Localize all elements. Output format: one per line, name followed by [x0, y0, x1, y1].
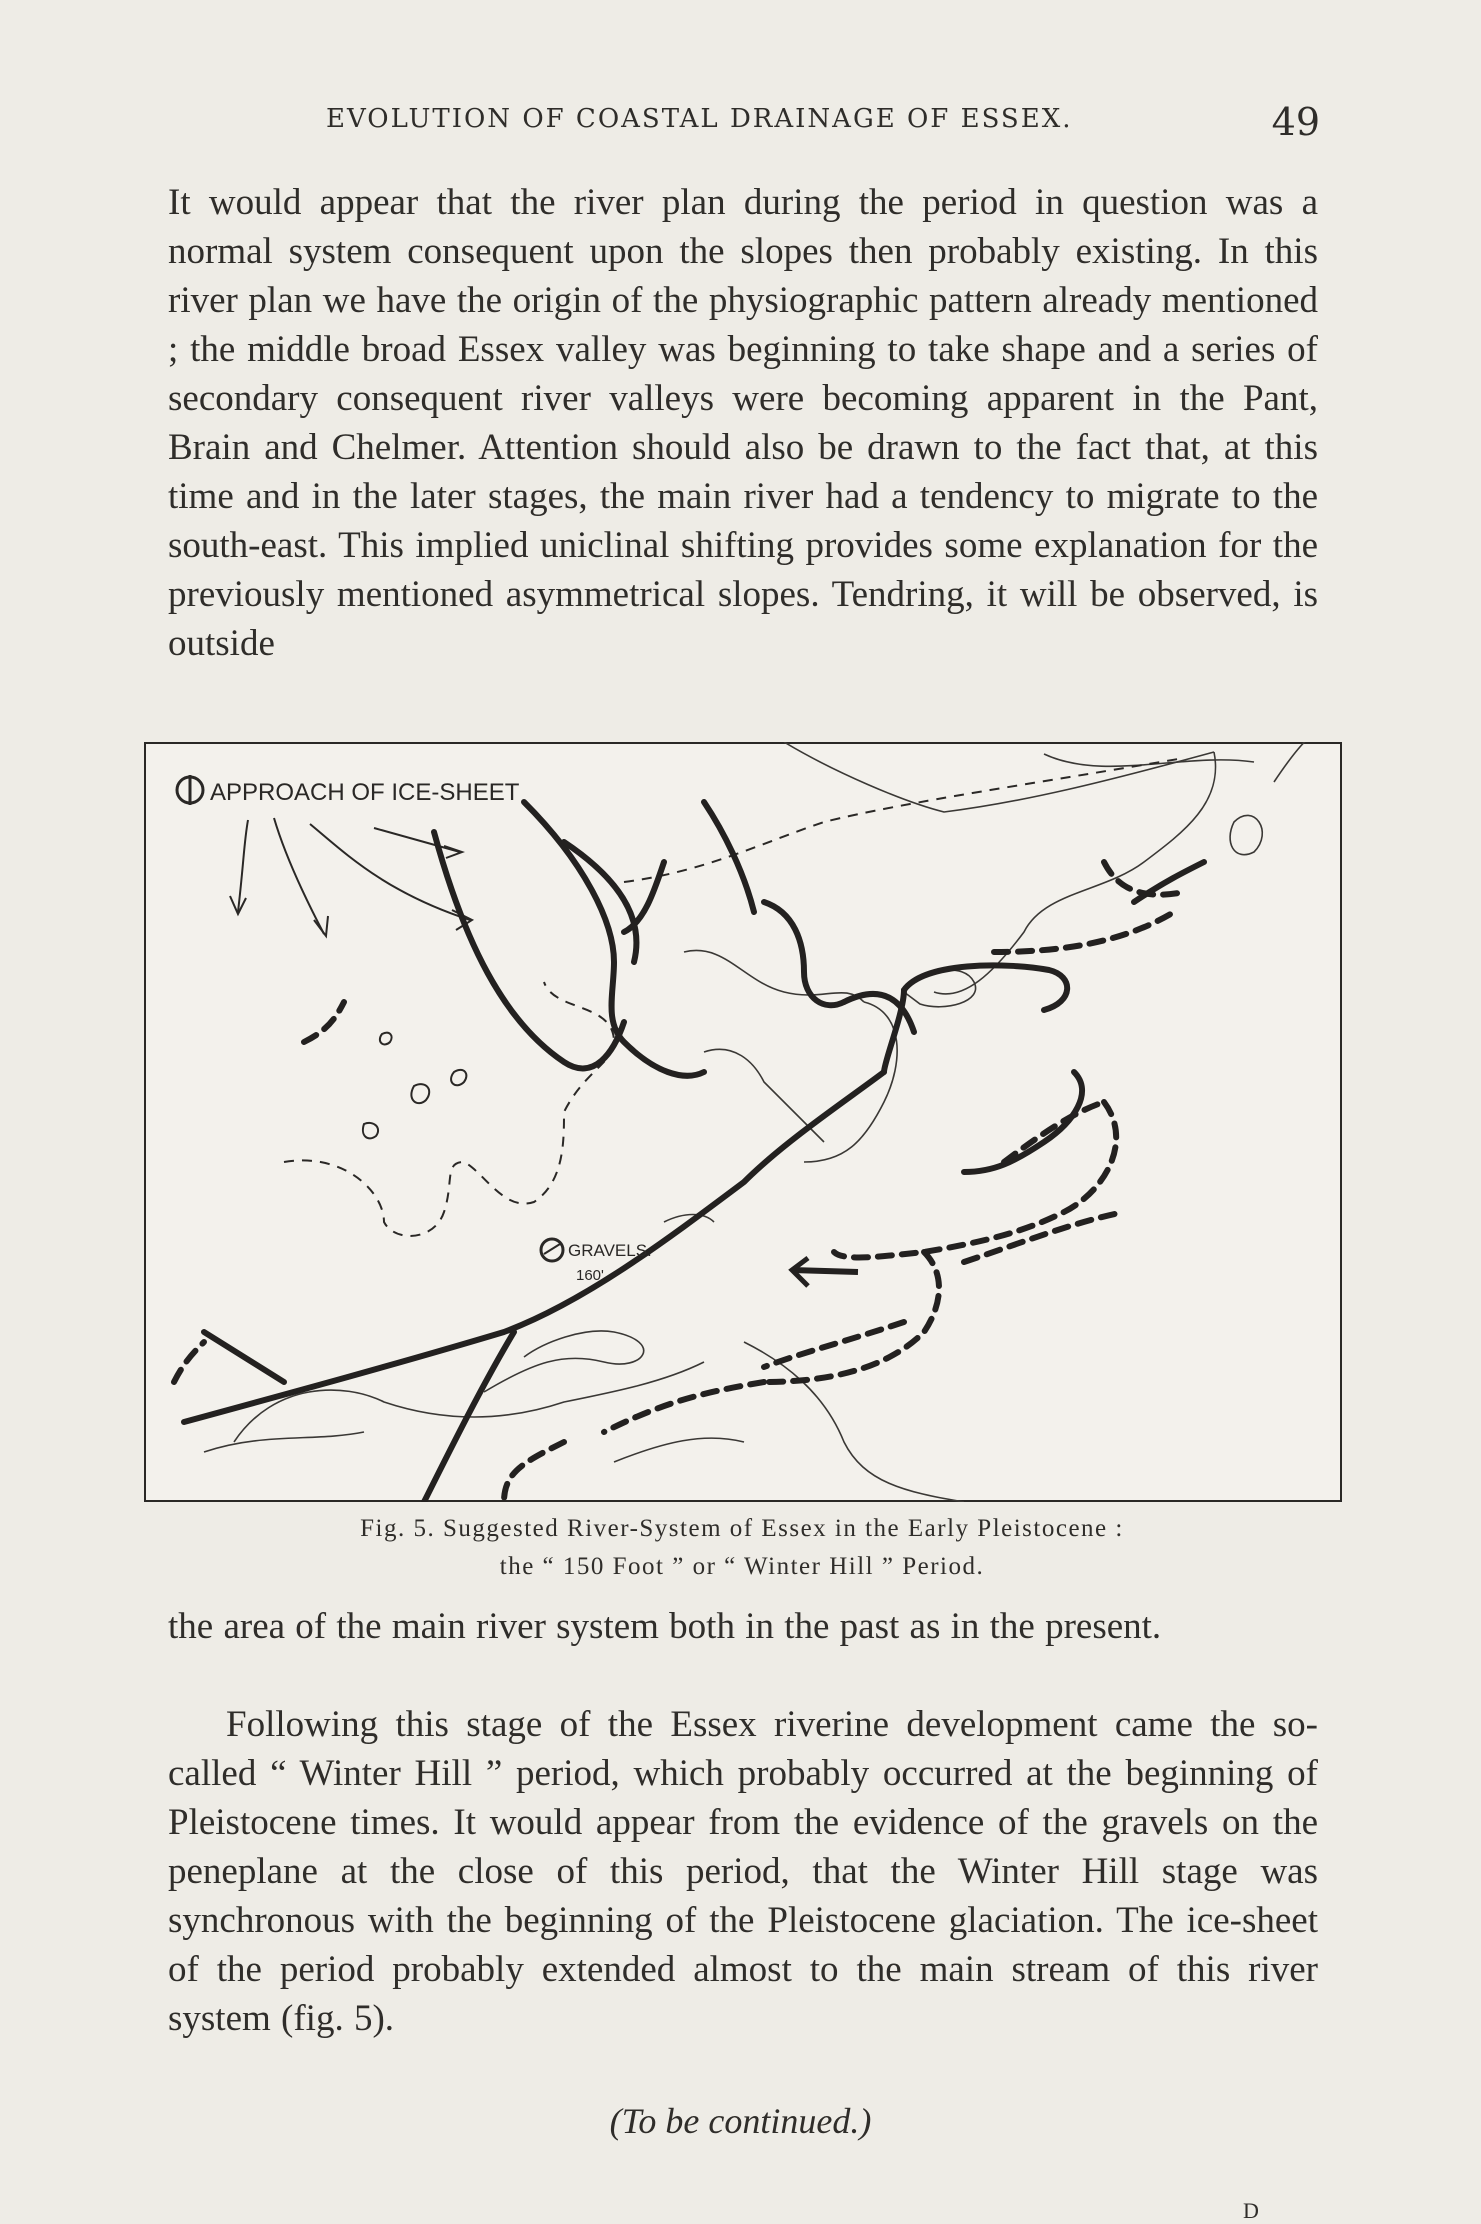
paragraph-3: [168, 1700, 1318, 2043]
page-number: 49: [1271, 100, 1320, 144]
paragraph-2-text: the area of the main river system both in the past as in the present.: [168, 1606, 1162, 1647]
map-frame: [144, 742, 1342, 1502]
estuary-arrow: [792, 1270, 858, 1272]
running-head: [150, 100, 1320, 150]
paragraph-1-text: It would appear that the river plan during the period in question was a normal system consequent upon the slopes then probably existing. In this river plan we have the origin of the physiographic pattern already mentioned ; the middle broad Essex valley was beginning to take shape and a series of secondary consequent river valleys were becoming apparent in the Pant, Brain and Chelmer. Attention should also be drawn to the fact that, at this time and in the later stages, the main river had a tendency to migrate to the south-east. This implied uniclinal shifting provides some explanation for the previously mentioned asymmetrical slopes. Tendring, it will be observed, is outside: [168, 182, 1318, 664]
caption-line-2: the “ 150 Foot ” or “ Winter Hill ” Period.: [499, 1553, 985, 1580]
ice-sheet-label: APPROACH OF ICE-SHEET: [210, 779, 520, 806]
figure-5-map: [144, 742, 1342, 1502]
signature-mark: D: [1243, 2198, 1259, 2223]
gravels-label: GRAVELS.: [568, 1241, 652, 1260]
figure-caption: [122, 1510, 1362, 1586]
paragraph-1: [168, 178, 1318, 668]
paragraph-2: [168, 1602, 1318, 1651]
gravels-height-label: 160': [576, 1267, 604, 1284]
caption-line-1: Fig. 5. Suggested River-System of Essex in the Early Pleistocene :: [360, 1515, 1124, 1542]
running-title: EVOLUTION OF COASTAL DRAINAGE OF ESSEX.: [326, 104, 1073, 134]
paragraph-3-text: Following this stage of the Essex riverine development came the so-called “ Winter Hill ” period, which probably occurred at the beginning of Pleistocene times. It would appear from the evidence of the gravels on the peneplane at the close of this period, that the Winter Hill stage was synchronous with the beginning of the Pleistocene glaciation. The ice-sheet of the period probably extended almost to the main stream of this river system (fig. 5).: [168, 1704, 1318, 2039]
river-system-map: [144, 742, 1342, 1502]
to-be-continued: (To be continued.): [609, 2101, 872, 2141]
